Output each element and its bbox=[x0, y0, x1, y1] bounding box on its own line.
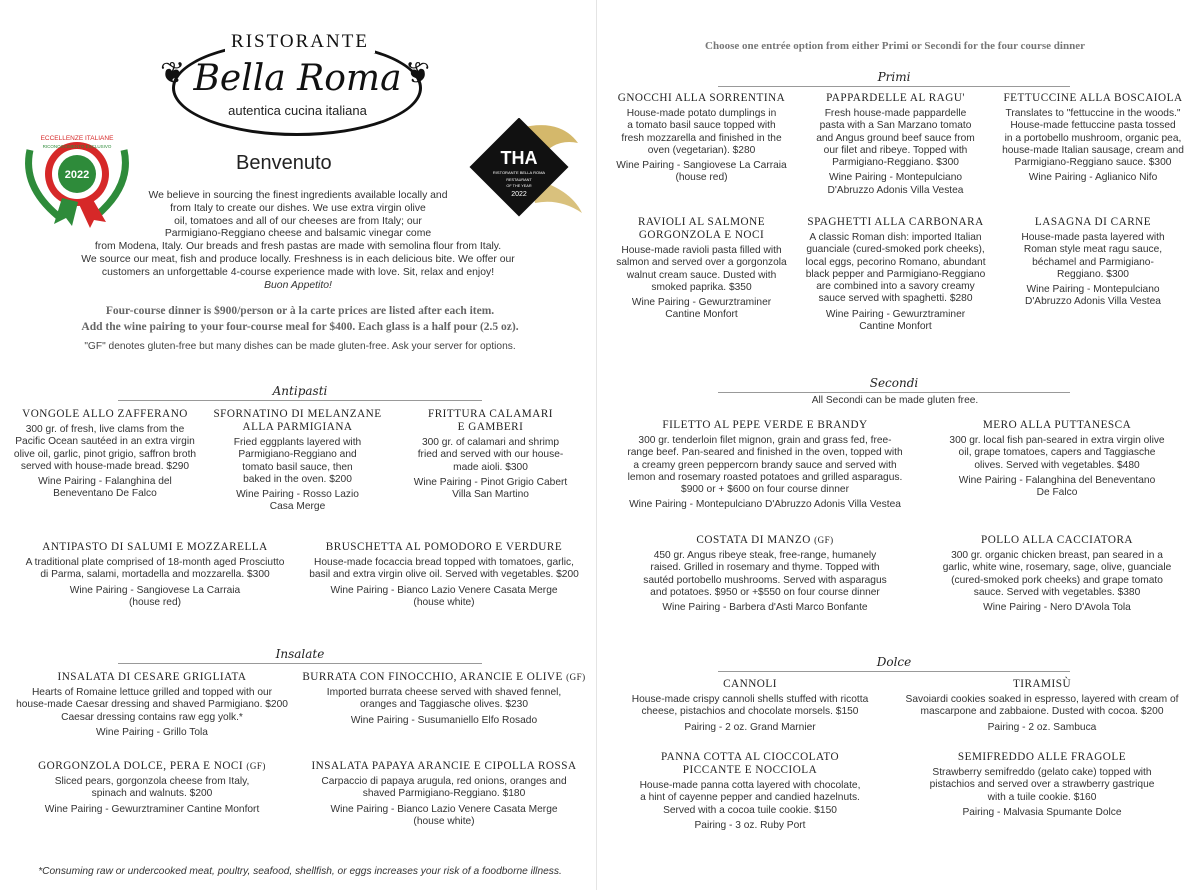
gf-tag: (GF) bbox=[814, 535, 834, 545]
item-wine-pairing: Wine Pairing - Sangiovese La Carraia (house red) bbox=[616, 160, 787, 184]
intro-line: oil, tomatoes and all of our cheeses are from Italy; our bbox=[174, 215, 422, 227]
item-name: INSALATA PAPAYA ARANCIE E CIPOLLA ROSSA bbox=[311, 760, 577, 772]
item-wine-pairing: Wine Pairing - Montepulciano D'Abruzzo Adonis Villa Vestea bbox=[827, 172, 964, 196]
menu-item bbox=[6, 671, 298, 739]
section-title: Primi bbox=[877, 70, 911, 84]
item-name: VONGOLE ALLO ZAFFERANO bbox=[22, 408, 188, 420]
item-wine-pairing: Wine Pairing - Falanghina del Beneventano De Falco bbox=[958, 474, 1156, 499]
menu-item bbox=[6, 760, 298, 816]
gf-tag: (GF) bbox=[246, 761, 266, 771]
logo-tagline: autentica cucina italiana bbox=[228, 103, 367, 118]
item-name: ANTIPASTO DI SALUMI E MOZZARELLA bbox=[42, 541, 268, 553]
item-wine-pairing: Wine Pairing - Gewurztraminer Cantine Monfort bbox=[631, 297, 772, 321]
section-title: Antipasti bbox=[272, 384, 328, 398]
badge-right-year: 2022 bbox=[511, 191, 527, 198]
item-name: SFORNATINO DI MELANZANE ALLA PARMIGIANA bbox=[213, 408, 382, 433]
item-pairing: Pairing - 3 oz. Ruby Port bbox=[694, 819, 806, 831]
item-name: FETTUCCINE ALLA BOSCAIOLA bbox=[1003, 92, 1183, 104]
item-name: BURRATA CON FINOCCHIO, ARANCIE E OLIVE (GF) bbox=[302, 671, 586, 683]
section-header-insalate bbox=[118, 647, 482, 667]
badge-left-year: 2022 bbox=[64, 169, 90, 181]
menu-item bbox=[922, 419, 1192, 499]
menu-item bbox=[10, 541, 300, 609]
item-name: COSTATA DI MANZO (GF) bbox=[696, 534, 834, 546]
section-rule bbox=[718, 671, 1070, 672]
item-description: A classic Roman dish: imported Italian guanciale (cured-smoked pork cheeks), local eggs, pecorino Romano, abundant black pepper and Parmigiano-Reggiano are combined into a savory creamy sauce served with spaghetti. $280 bbox=[805, 232, 986, 305]
secondi-gluten-free-note: All Secondi can be made gluten free. bbox=[811, 395, 979, 406]
item-description: 450 gr. Angus ribeye steak, free-range, humanely raised. Grilled in rosemary and thyme. Topped with sautéd portobello mushrooms. Served with asparagus and potatoes. $950 or +$550 on four course dinner bbox=[643, 550, 887, 598]
item-wine-pairing: Wine Pairing - Gewurztraminer Cantine Monfort bbox=[825, 308, 966, 333]
section-title: Dolce bbox=[876, 655, 912, 669]
item-wine-pairing: Wine Pairing - Pinot Grigio Cabert Villa San Martino bbox=[413, 476, 568, 501]
intro-line: from Modena, Italy. Our breads and fresh pastas are made with semolina flour from Italy. bbox=[94, 241, 502, 253]
item-wine-pairing: Wine Pairing - Grillo Tola bbox=[96, 726, 208, 738]
badge-right-line2: RESTAURANT bbox=[506, 178, 532, 182]
item-description: House-made pasta layered with Roman style meat ragu sauce, béchamel and Parmigiano- Reggiano. $300 bbox=[1021, 232, 1165, 280]
gf-tag: (GF) bbox=[566, 672, 586, 682]
menu-item bbox=[296, 541, 592, 609]
item-description: Hearts of Romaine lettuce grilled and topped with our house-made Caesar dressing and shaved Parmigiano. $200 Caesar dressing contains raw egg yolk.* bbox=[16, 687, 288, 723]
menu-item bbox=[798, 92, 993, 197]
menu-item bbox=[990, 92, 1196, 185]
section-header-antipasti bbox=[118, 384, 482, 404]
entree-instruction: Choose one entrée option from either Primi or Secondi for the four course dinner bbox=[705, 40, 1085, 52]
item-description: House-made ravioli pasta filled with salmon and served over a gorgonzola walnut cream sauce. Dusted with smoked paprika. $350 bbox=[616, 245, 787, 293]
item-pairing: Pairing - Malvasia Spumante Dolce bbox=[962, 806, 1122, 818]
section-rule bbox=[118, 400, 482, 401]
pricing-line-1: Four-course dinner is $900/person or à la carte prices are listed after each item. bbox=[105, 305, 495, 317]
item-description: Sliced pears, gorgonzola cheese from Italy, spinach and walnuts. $200 bbox=[54, 776, 250, 800]
item-description: Imported burrata cheese served with shaved fennel, oranges and Taggiasche olives. $230 bbox=[326, 687, 562, 711]
item-wine-pairing: Wine Pairing - Aglianico Nifo bbox=[1028, 172, 1158, 184]
section-rule bbox=[718, 86, 1070, 87]
item-name: SEMIFREDDO ALLE FRAGOLE bbox=[957, 751, 1127, 763]
item-description: Savoiardi cookies soaked in espresso, layered with cream of mascarpone and zabbaione. Dusted with cocoa. $200 bbox=[905, 694, 1179, 718]
item-description: Translates to "fettuccine in the woods." House-made fettuccine pasta tossed in a portobello mushroom, organic pea, house-made Italian sausage, cream and Parmigiano-Reggiano sauce. $300 bbox=[1002, 108, 1184, 169]
menu-item bbox=[296, 760, 592, 828]
logo-ristorante: RISTORANTE bbox=[225, 31, 375, 53]
item-wine-pairing: Wine Pairing - Rosso Lazio Casa Merge bbox=[236, 489, 359, 513]
menu-item bbox=[604, 216, 799, 322]
menu-item bbox=[610, 534, 920, 614]
gluten-free-note: "GF" denotes gluten-free but many dishes can be made gluten-free. Ask your server for options. bbox=[84, 341, 516, 352]
logo-name: Bella Roma bbox=[193, 58, 402, 99]
item-name: PAPPARDELLE AL RAGU' bbox=[826, 92, 965, 104]
item-wine-pairing: Wine Pairing - Montepulciano D'Abruzzo Adonis Villa Vestea bbox=[1025, 284, 1161, 308]
menu-item bbox=[10, 408, 200, 501]
menu-item bbox=[922, 534, 1192, 614]
menu-item bbox=[604, 92, 799, 185]
item-name: CANNOLI bbox=[723, 678, 777, 690]
item-description: Carpaccio di papaya arugula, red onions, oranges and shaved Parmigiano-Reggiano. $180 bbox=[321, 776, 567, 800]
item-description: Fresh house-made pappardelle pasta with a San Marzano tomato and Angus ground beef sauce from our filet and ribeye. Topped with Parmigiano-Reggiano. $300 bbox=[816, 108, 975, 169]
menu-item bbox=[890, 678, 1194, 734]
item-wine-pairing: Wine Pairing - Barbera d'Asti Marco Bonfante bbox=[662, 602, 868, 614]
item-description: 300 gr. tenderloin filet mignon, grain and grass fed, free- range beef. Pan-seared and finished in the oven, topped with a creamy green peppercorn brandy sauce and served with lemon and rosemary roasted potatoes and grilled asparagus. $900 or + $600 on four course dinner bbox=[627, 435, 903, 496]
item-wine-pairing: Wine Pairing - Susumaniello Elfo Rosado bbox=[350, 714, 538, 726]
menu-item bbox=[890, 751, 1194, 819]
section-header-primi bbox=[718, 70, 1070, 90]
section-rule bbox=[118, 663, 482, 664]
item-description: 300 gr. of calamari and shrimp fried and served with our house- made aioli. $300 bbox=[417, 437, 564, 473]
intro-line: Parmigiano-Reggiano cheese and balsamic vinegar come bbox=[164, 228, 432, 240]
menu-item bbox=[990, 216, 1196, 309]
badge-right-line3: OF THE YEAR bbox=[506, 184, 532, 188]
item-description: 300 gr. of fresh, live clams from the Pacific Ocean sautéed in an extra virgin olive oil, garlic, pinot grigio, saffron broth served with house-made bread. $290 bbox=[13, 424, 197, 472]
pricing-note bbox=[40, 303, 560, 335]
item-description: House-made focaccia bread topped with tomatoes, garlic, basil and extra virgin olive oil. Served with vegetables. $200 bbox=[309, 557, 579, 581]
item-name: GNOCCHI ALLA SORRENTINA bbox=[617, 92, 786, 104]
badge-right-logo: THA bbox=[500, 148, 538, 168]
section-header-secondi bbox=[718, 376, 1070, 396]
menu-item bbox=[296, 671, 592, 727]
item-description: 300 gr. organic chicken breast, pan seared in a garlic, white wine, rosemary, sage, olive, guanciale (cured-smoked pork cheeks) and grape tomato sauce. Served with vegetables. $380 bbox=[942, 550, 1172, 598]
item-name: RAVIOLI AL SALMONE GORGONZOLA E NOCI bbox=[637, 216, 766, 241]
badge-left-sub-text: RICONOSCIMENTO ESCLUSIVO bbox=[42, 144, 112, 149]
item-wine-pairing: Wine Pairing - Montepulciano D'Abruzzo Adonis Villa Vestea bbox=[629, 499, 901, 511]
item-wine-pairing: Wine Pairing - Bianco Lazio Venere Casata Merge (house white) bbox=[330, 803, 558, 827]
intro-line: from Italy to create our dishes. We use extra virgin olive bbox=[170, 202, 426, 214]
item-name: POLLO ALLA CACCIATORA bbox=[980, 534, 1133, 546]
section-title: Insalate bbox=[275, 647, 325, 661]
menu-item bbox=[798, 216, 993, 333]
item-name: PANNA COTTA AL CIOCCOLATO PICCANTE E NOCCIOLA bbox=[660, 751, 840, 776]
item-pairing: Pairing - 2 oz. Sambuca bbox=[987, 721, 1097, 733]
item-name: GORGONZOLA DOLCE, PERA E NOCI (GF) bbox=[38, 760, 266, 772]
section-title: Secondi bbox=[869, 376, 919, 390]
item-name: BRUSCHETTA AL POMODORO E VERDURE bbox=[325, 541, 563, 553]
item-description: A traditional plate comprised of 18-month aged Prosciutto di Parma, salami, mortadella and mozzarella. $300 bbox=[25, 557, 285, 581]
item-pairing: Pairing - 2 oz. Grand Marnier bbox=[684, 721, 816, 733]
menu-item bbox=[610, 419, 920, 512]
item-name: FILETTO AL PEPE VERDE E BRANDY bbox=[662, 419, 868, 431]
intro-paragraph bbox=[78, 190, 518, 292]
item-name: MERO ALLA PUTTANESCA bbox=[982, 419, 1132, 431]
item-name: FRITTURA CALAMARI E GAMBERI bbox=[427, 408, 554, 433]
food-safety-footnote: *Consuming raw or undercooked meat, poultry, seafood, shellfish, or eggs increases your risk of a foodborne illness. bbox=[38, 866, 562, 877]
badge-left-arc-text: ECCELLENZE ITALIANE bbox=[40, 135, 114, 142]
menu-item bbox=[398, 408, 583, 501]
item-wine-pairing: Wine Pairing - Nero D'Avola Tola bbox=[983, 602, 1131, 614]
section-header-dolce bbox=[718, 655, 1070, 675]
item-description: House-made crispy cannoli shells stuffed with ricotta cheese, pistachios and chocolate morsels. $150 bbox=[631, 694, 869, 718]
item-description: 300 gr. local fish pan-seared in extra virgin olive oil, grape tomatoes, capers and Taggiasche olives. Served with vegetables. $480 bbox=[949, 435, 1165, 471]
benvenuto-heading: Benvenuto bbox=[236, 152, 332, 174]
item-description: Fried eggplants layered with Parmigiano-Reggiano and tomato basil sauce, then baked in the oven. $200 bbox=[233, 437, 362, 485]
intro-line: We believe in sourcing the finest ingredients available locally and bbox=[148, 190, 448, 201]
item-description: House-made potato dumplings in a tomato basil sauce topped with fresh mozzarella and finished in the oven (vegetarian). $280 bbox=[621, 108, 782, 156]
intro-line: We source our meat, fish and produce locally. Freshness is in each delicious bite. We offer our bbox=[81, 253, 515, 265]
menu-item bbox=[610, 751, 890, 832]
scroll-left-ornament: ❦ bbox=[160, 57, 186, 90]
pricing-line-2: Add the wine pairing to your four-course meal for $400. Each glass is a half pour (2.5 oz). bbox=[81, 321, 519, 333]
item-name: SPAGHETTI ALLA CARBONARA bbox=[807, 216, 984, 228]
intro-line: customers an unforgettable 4-course experience made with love. Sit, relax and enjoy! bbox=[101, 266, 495, 278]
badge-right-line1: RISTORANTE BELLA ROMA bbox=[492, 170, 546, 175]
scroll-right-ornament: ❦ bbox=[405, 57, 431, 90]
section-rule bbox=[718, 392, 1070, 393]
menu-item bbox=[610, 678, 890, 734]
page-divider bbox=[596, 0, 597, 890]
item-name: INSALATA DI CESARE GRIGLIATA bbox=[57, 671, 247, 683]
item-name: TIRAMISÙ bbox=[1012, 678, 1072, 690]
item-description: Strawberry semifreddo (gelato cake) topped with pistachios and served over a strawberry gastrique with a tuile cookie. $160 bbox=[929, 767, 1155, 803]
item-wine-pairing: Wine Pairing - Gewurztraminer Cantine Monfort bbox=[44, 803, 260, 815]
item-wine-pairing: Wine Pairing - Sangiovese La Carraia (house red) bbox=[69, 584, 241, 608]
item-description: House-made panna cotta layered with chocolate, a hint of cayenne pepper and candied hazelnuts. Served with a cocoa tuile cookie. $150 bbox=[639, 780, 861, 816]
item-name: LASAGNA DI CARNE bbox=[1034, 216, 1152, 228]
menu-item bbox=[205, 408, 390, 514]
item-wine-pairing: Wine Pairing - Bianco Lazio Venere Casata Merge (house white) bbox=[330, 584, 558, 608]
buon-appetito: Buon Appetito! bbox=[264, 279, 332, 291]
item-wine-pairing: Wine Pairing - Falanghina del Beneventano De Falco bbox=[38, 476, 172, 500]
